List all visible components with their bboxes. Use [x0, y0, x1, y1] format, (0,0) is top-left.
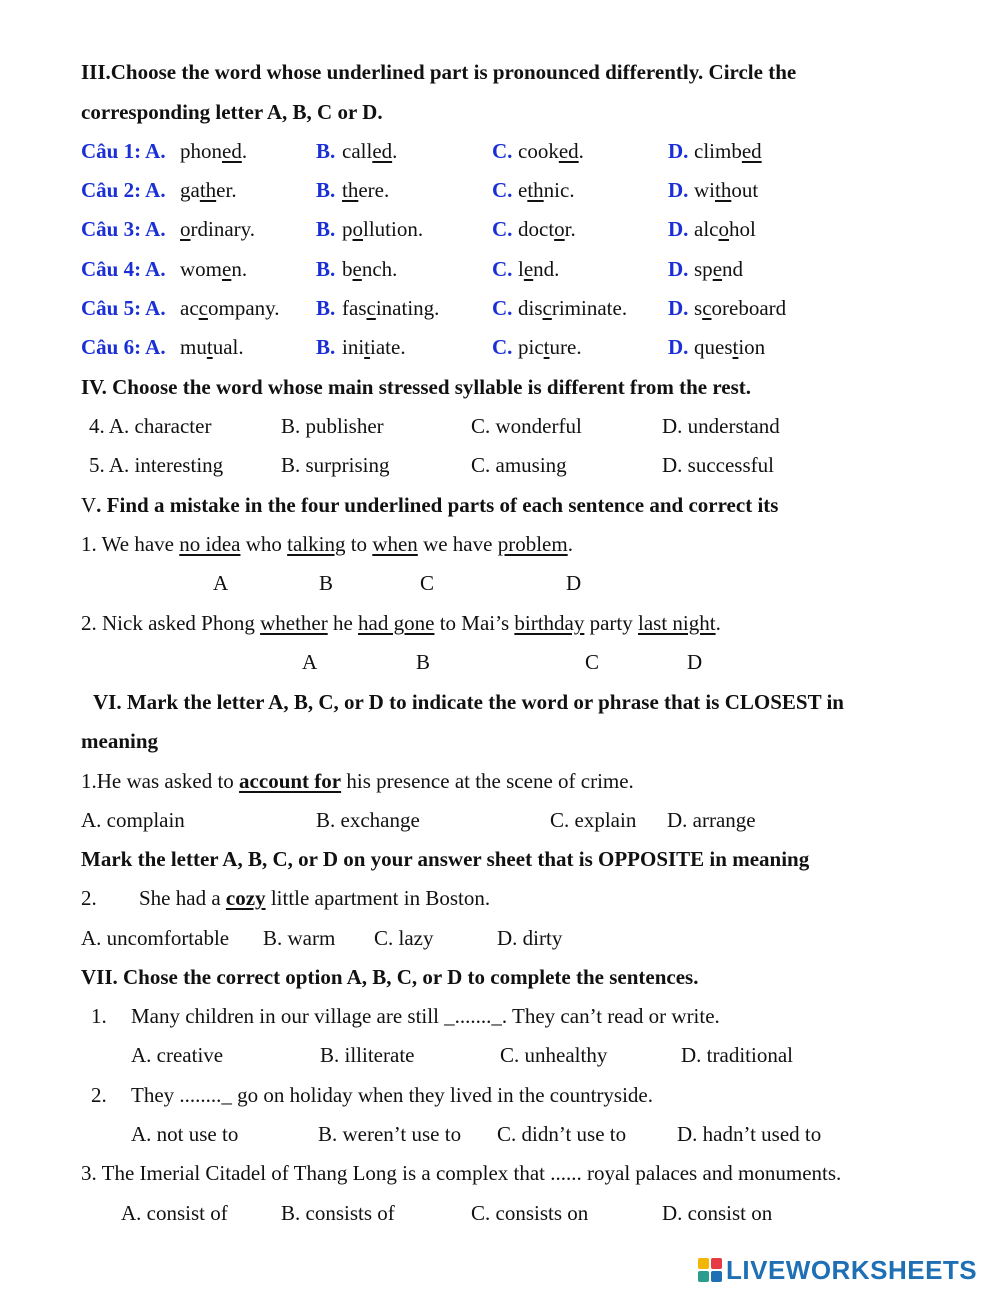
s3-underlined-part: c	[198, 296, 208, 320]
s3-underlined-part: th	[199, 178, 217, 202]
s3-underlined-part: o	[718, 217, 729, 241]
s3-option-letter-c: C.	[492, 296, 513, 320]
s3-word-part: nic.	[543, 178, 575, 202]
s5-s1-text: 1. We have	[81, 532, 180, 556]
s3-word-part: doct	[518, 217, 555, 241]
s3-option-letter-c: C.	[492, 257, 513, 281]
section-3-title-line2: corresponding letter A, B, C or D.	[81, 100, 383, 124]
s3-word-part: alc	[694, 217, 719, 241]
s3-option-word-a	[180, 295, 280, 321]
s7-q1-option-a: A. creative	[131, 1043, 224, 1067]
section-6-subtitle: Mark the letter A, B, C, or D on your answer sheet that is OPPOSITE in meaning	[81, 847, 810, 871]
s5-s2-letter-c: C	[585, 650, 600, 674]
s5-s2-text: 2. Nick asked Phong	[81, 611, 261, 635]
s3-option-letter-b: B.	[316, 296, 336, 320]
s3-option-letter-b: B.	[316, 178, 336, 202]
logo-square-icon	[698, 1271, 709, 1282]
s6-q1-option-b: B. exchange	[316, 808, 420, 832]
section-7-title: VII. Chose the correct option A, B, C, or D to complete the sentences.	[81, 965, 699, 989]
s4-q5-option-b: B. surprising	[281, 453, 390, 477]
s6-q1-option-c: C. explain	[550, 808, 637, 832]
section-5-title	[81, 492, 778, 518]
s3-word-part: ual.	[212, 335, 244, 359]
s3-word-part: ini	[342, 335, 365, 359]
s3-option-letter-d: D.	[668, 178, 689, 202]
s3-underlined-part: t	[364, 335, 371, 359]
s7-q2-option-b: B. weren’t use to	[318, 1122, 462, 1146]
s3-word-part: ompany.	[207, 296, 280, 320]
s3-word-part: inating.	[375, 296, 440, 320]
s3-underlined-part: c	[366, 296, 376, 320]
section-5-sentence-1	[81, 531, 573, 557]
s3-underlined-part: th	[527, 178, 544, 202]
s3-word-part: out	[731, 178, 759, 202]
s7-q2-number: 2.	[91, 1083, 107, 1107]
s3-word-part: b	[342, 257, 353, 281]
s7-q3-option-c: C. consists on	[471, 1201, 589, 1225]
s3-option-word-a	[180, 256, 247, 282]
s5-s1-text: who	[240, 532, 288, 556]
s3-underlined-part: th	[715, 178, 732, 202]
s4-q4-option-c: C. wonderful	[471, 414, 582, 438]
s3-underlined-part: e	[222, 257, 232, 281]
s3-word-part: ure.	[549, 335, 582, 359]
s3-word-part: climb	[694, 139, 742, 163]
section-5-title-text: . Find a mistake in the four underlined parts of each sentence and correct its	[96, 493, 779, 517]
s6-q1-text: his presence at the scene of crime.	[341, 769, 634, 793]
s3-underlined-part: e	[523, 257, 534, 281]
s6-q2-keyword: cozy	[225, 886, 266, 910]
s5-s1-letter-d: D	[566, 571, 582, 595]
section-4-title: IV. Choose the word whose main stressed syllable is different from the rest.	[81, 375, 752, 399]
s3-question-label: Câu 1: A.	[81, 139, 166, 163]
s5-s2-letter-b: B	[416, 650, 431, 674]
s3-underlined-part: ed	[558, 139, 579, 163]
s3-word-part: er.	[216, 178, 237, 202]
s5-s1-part-c: when	[372, 532, 418, 556]
s3-word-part: .	[578, 139, 584, 163]
s3-option-word-c	[518, 177, 575, 203]
s3-option-letter-b: B.	[316, 335, 336, 359]
s5-s1-letter-a: A	[213, 571, 229, 595]
s3-option-word-d	[694, 177, 758, 203]
s3-option-letter-c: C.	[492, 178, 513, 202]
s3-question-label: Câu 4: A.	[81, 257, 166, 281]
s7-q2-text: They ........_ go on holiday when they lived in the countryside.	[131, 1083, 653, 1107]
s3-word-part: ga	[180, 178, 200, 202]
s5-s1-letter-b: B	[319, 571, 334, 595]
s7-q2-option-d: D. hadn’t used to	[677, 1122, 822, 1146]
s7-q1-option-d: D. traditional	[681, 1043, 793, 1067]
s7-q3-option-d: D. consist on	[662, 1201, 773, 1225]
s4-q5-option-c: C. amusing	[471, 453, 567, 477]
s4-q4-option-b: B. publisher	[281, 414, 384, 438]
s3-underlined-part: c	[542, 296, 552, 320]
s3-word-part: oreboard	[711, 296, 787, 320]
logo-square-icon	[711, 1258, 722, 1269]
s3-word-part: .	[392, 139, 398, 163]
section-6-title-line1: VI. Mark the letter A, B, C, or D to indicate the word or phrase that is CLOSEST in	[93, 690, 844, 714]
s7-q3-option-b: B. consists of	[281, 1201, 395, 1225]
s3-question-label: Câu 3: A.	[81, 217, 166, 241]
s3-underlined-part: o	[554, 217, 565, 241]
s3-word-part: e	[518, 178, 528, 202]
section-6-question-1	[81, 768, 634, 794]
s3-option-letter-d: D.	[668, 139, 689, 163]
s3-option-word-a	[180, 216, 255, 242]
logo-square-icon	[698, 1258, 709, 1269]
s3-option-word-b	[342, 216, 423, 242]
s3-word-part: iate.	[370, 335, 406, 359]
s4-q4-option-a: 4. A. character	[89, 414, 212, 438]
s3-word-part: wi	[694, 178, 715, 202]
s3-word-part: call	[342, 139, 373, 163]
s3-word-part: n.	[231, 257, 248, 281]
s5-s1-part-b: talking	[287, 532, 346, 556]
s3-option-letter-c: C.	[492, 217, 513, 241]
s5-s2-part-d: last night	[638, 611, 716, 635]
s3-option-word-a	[180, 177, 237, 203]
s3-underlined-part: th	[342, 178, 359, 202]
s3-option-word-b	[342, 295, 439, 321]
section-6-title-line2: meaning	[81, 729, 159, 753]
s3-option-letter-c: C.	[492, 335, 513, 359]
s3-option-word-b	[342, 256, 397, 282]
s3-word-part: wom	[180, 257, 222, 281]
s5-s1-part-d: problem	[497, 532, 568, 556]
section-3-title-line1: III.Choose the word whose underlined part is pronounced differently. Circle the	[81, 60, 797, 84]
s5-s1-letter-c: C	[420, 571, 435, 595]
s5-s2-text: he	[327, 611, 359, 635]
s3-option-word-a	[180, 334, 244, 360]
s3-word-part: dis	[518, 296, 543, 320]
s5-s2-text: .	[715, 611, 721, 635]
s3-word-part: nch.	[361, 257, 398, 281]
s3-word-part: nd	[722, 257, 744, 281]
s3-option-letter-b: B.	[316, 217, 336, 241]
s6-q2-text: She had a	[139, 886, 226, 910]
s3-option-word-d	[694, 216, 756, 242]
s7-q2-option-c: C. didn’t use to	[497, 1122, 627, 1146]
s3-word-part: ques	[694, 335, 733, 359]
s3-option-word-d	[694, 334, 765, 360]
s3-underlined-part: c	[702, 296, 712, 320]
s3-question-label: Câu 2: A.	[81, 178, 166, 202]
s6-q2-option-c: C. lazy	[374, 926, 434, 950]
s3-question-label: Câu 6: A.	[81, 335, 166, 359]
s3-option-word-d	[694, 295, 786, 321]
s3-word-part: fas	[342, 296, 367, 320]
s3-underlined-part: t	[732, 335, 739, 359]
s3-underlined-part: t	[206, 335, 213, 359]
s3-word-part: pic	[518, 335, 544, 359]
s7-q1-text: Many children in our village are still _......._. They can’t read or write.	[131, 1004, 720, 1028]
s3-word-part: .	[241, 139, 248, 163]
section-5-title-prefix: V	[81, 493, 97, 517]
s3-underlined-part: o	[352, 217, 363, 241]
s5-s2-part-b: had gone	[358, 611, 435, 635]
s4-q4-option-d: D. understand	[662, 414, 780, 438]
s3-word-part: s	[694, 296, 703, 320]
s3-word-part: ac	[180, 296, 199, 320]
s3-word-part: rdinary.	[190, 217, 256, 241]
s7-q1-option-c: C. unhealthy	[500, 1043, 608, 1067]
s3-option-letter-d: D.	[668, 296, 689, 320]
s3-underlined-part: t	[543, 335, 550, 359]
s7-q2-option-a: A. not use to	[131, 1122, 239, 1146]
s3-option-word-b	[342, 177, 389, 203]
s3-option-word-c	[518, 256, 559, 282]
s6-q2-text: little apartment in Boston.	[265, 886, 491, 910]
s5-s1-text: to	[345, 532, 373, 556]
s7-q3-text: 3. The Imerial Citadel of Thang Long is a complex that ...... royal palaces and monuments.	[81, 1161, 842, 1185]
s7-q3-option-a: A. consist of	[121, 1201, 228, 1225]
s6-q2-option-a: A. uncomfortable	[81, 926, 230, 950]
s3-word-part: riminate.	[551, 296, 628, 320]
s7-q1-number: 1.	[91, 1004, 107, 1028]
s3-word-part: mu	[180, 335, 207, 359]
s3-option-word-d	[694, 138, 762, 164]
section-6-question-2	[139, 885, 490, 911]
s3-option-letter-b: B.	[316, 139, 336, 163]
s3-word-part: sp	[694, 257, 713, 281]
s3-option-word-a	[180, 138, 247, 164]
s3-underlined-part: ed	[222, 139, 242, 163]
s5-s2-letter-a: A	[302, 650, 318, 674]
s6-q1-option-a: A. complain	[81, 808, 185, 832]
liveworksheets-logo	[698, 1255, 977, 1285]
s3-underlined-part: ed	[372, 139, 393, 163]
s3-word-part: llution.	[363, 217, 424, 241]
s6-q2-option-b: B. warm	[263, 926, 336, 950]
s3-word-part: p	[342, 217, 353, 241]
s3-option-word-d	[694, 256, 743, 282]
s6-q2-number: 2.	[81, 886, 97, 910]
s3-option-letter-d: D.	[668, 257, 689, 281]
s3-underlined-part: e	[712, 257, 723, 281]
s3-option-letter-d: D.	[668, 335, 689, 359]
s6-q1-option-d: D. arrange	[667, 808, 756, 832]
logo-text: LIVEWORKSHEETS	[726, 1254, 978, 1285]
liveworksheets-logo-icon	[698, 1258, 722, 1282]
s3-word-part: ere.	[358, 178, 390, 202]
s5-s1-text: .	[567, 532, 573, 556]
s3-word-part: ion	[738, 335, 766, 359]
section-5-sentence-2	[81, 610, 721, 636]
s3-option-word-c	[518, 216, 576, 242]
s4-q5-option-a: 5. A. interesting	[89, 453, 224, 477]
logo-square-icon	[711, 1271, 722, 1282]
s3-option-word-c	[518, 138, 584, 164]
s3-option-word-b	[342, 138, 397, 164]
s6-q1-text: 1.He was asked to	[81, 769, 240, 793]
s5-s1-text: we have	[417, 532, 498, 556]
s3-word-part: nd.	[533, 257, 560, 281]
s3-option-letter-b: B.	[316, 257, 336, 281]
s3-underlined-part: e	[352, 257, 362, 281]
s3-word-part: r.	[564, 217, 576, 241]
s3-word-part: l	[518, 257, 524, 281]
s3-word-part: hol	[728, 217, 756, 241]
s5-s2-part-c: birthday	[514, 611, 585, 635]
s3-question-label: Câu 5: A.	[81, 296, 166, 320]
s5-s2-part-a: whether	[260, 611, 328, 635]
s6-q1-keyword: account for	[239, 769, 342, 793]
s3-underlined-part: o	[180, 217, 191, 241]
s3-option-letter-c: C.	[492, 139, 513, 163]
s3-word-part: phon	[180, 139, 222, 163]
s3-option-word-c	[518, 295, 627, 321]
s3-option-word-c	[518, 334, 582, 360]
s3-underlined-part: ed	[741, 139, 762, 163]
s3-option-letter-d: D.	[668, 217, 689, 241]
s5-s2-letter-d: D	[687, 650, 703, 674]
s3-word-part: cook	[518, 139, 559, 163]
s5-s2-text: to Mai’s	[434, 611, 515, 635]
s4-q5-option-d: D. successful	[662, 453, 774, 477]
s5-s2-text: party	[584, 611, 639, 635]
s6-q2-option-d: D. dirty	[497, 926, 563, 950]
s7-q1-option-b: B. illiterate	[320, 1043, 415, 1067]
s5-s1-part-a: no idea	[179, 532, 241, 556]
s3-option-word-b	[342, 334, 406, 360]
